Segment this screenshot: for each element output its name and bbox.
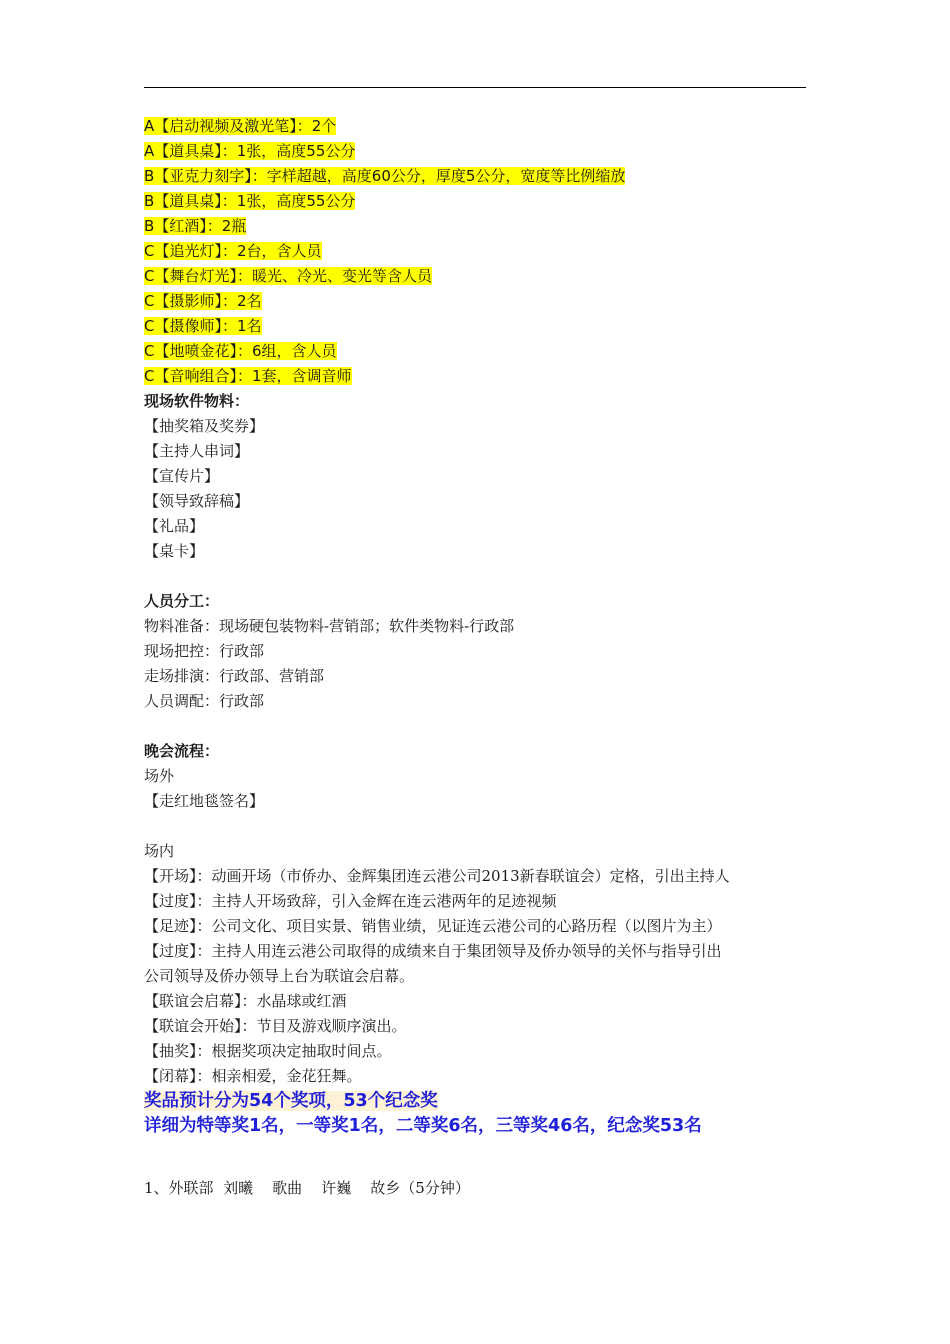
flow-heading: 晚会流程： xyxy=(144,742,220,760)
equipment-item: C【追光灯】：2台，含人员 xyxy=(144,242,322,260)
equipment-list xyxy=(144,114,808,389)
flow-inside-item: 公司领导及侨办领导上台为联谊会启幕。 xyxy=(144,967,415,985)
equipment-item: A【道具桌】：1张，高度55公分 xyxy=(144,142,356,160)
equipment-item: C【摄像师】：1名 xyxy=(144,317,262,335)
flow-inside-item: 【联谊会启幕】：水晶球或红酒 xyxy=(144,992,347,1010)
award-detail: 详细为特等奖1名，一等奖1名，二等奖6名，三等奖46名，纪念奖53名 xyxy=(144,1116,702,1136)
flow-inside-item: 【联谊会开始】：节目及游戏顺序演出。 xyxy=(144,1017,407,1035)
equipment-item: B【红酒】：2瓶 xyxy=(144,217,247,235)
equipment-item: A【启动视频及激光笔】：2个 xyxy=(144,117,337,135)
staff-item: 人员调配：行政部 xyxy=(144,692,265,710)
program-item: 1、外联部 刘曦 歌曲 许巍 故乡（5分钟） xyxy=(144,1179,470,1197)
equipment-item: B【道具桌】：1张，高度55公分 xyxy=(144,192,356,210)
award-summary: 奖品预计分为54个奖项，53个纪念奖 xyxy=(144,1091,438,1111)
equipment-item: B【亚克力刻字】：字样超越，高度60公分，厚度5公分，宽度等比例缩放 xyxy=(144,167,626,185)
software-item: 【主持人串词】 xyxy=(144,442,250,460)
staff-item: 物料准备：现场硬包装物料-营销部；软件类物料-行政部 xyxy=(144,617,515,635)
software-item: 【宣传片】 xyxy=(144,467,220,485)
header-rule xyxy=(144,87,806,88)
software-item: 【领导致辞稿】 xyxy=(144,492,250,510)
software-heading: 现场软件物料： xyxy=(144,392,250,410)
staff-heading: 人员分工： xyxy=(144,592,220,610)
flow-inside-item: 【开场】：动画开场（市侨办、金辉集团连云港公司2013新春联谊会）定格，引出主持人 xyxy=(144,867,730,885)
flow-inside-item: 【抽奖】：根据奖项决定抽取时间点。 xyxy=(144,1042,392,1060)
software-item: 【桌卡】 xyxy=(144,542,205,560)
staff-item: 走场排演：行政部、营销部 xyxy=(144,667,325,685)
document-body xyxy=(144,114,808,1201)
flow-inside-item: 【足迹】：公司文化、项目实景、销售业绩，见证连云港公司的心路历程（以图片为主） xyxy=(144,917,722,935)
flow-inside-item: 【闭幕】：相亲相爱，金花狂舞。 xyxy=(144,1067,362,1085)
flow-inside-label: 场内 xyxy=(144,842,175,860)
flow-outside-label: 场外 xyxy=(144,767,175,785)
software-item: 【礼品】 xyxy=(144,517,205,535)
staff-item: 现场把控：行政部 xyxy=(144,642,265,660)
equipment-item: C【音响组合】：1套，含调音师 xyxy=(144,367,352,385)
flow-inside-item: 【过度】：主持人开场致辞，引入金辉在连云港两年的足迹视频 xyxy=(144,892,557,910)
flow-outside-item: 【走红地毯签名】 xyxy=(144,792,265,810)
software-item: 【抽奖箱及奖券】 xyxy=(144,417,265,435)
flow-inside-item: 【过度】：主持人用连云港公司取得的成绩来自于集团领导及侨办领导的关怀与指导引出 xyxy=(144,942,722,960)
equipment-item: C【地喷金花】：6组，含人员 xyxy=(144,342,337,360)
equipment-item: C【摄影师】：2名 xyxy=(144,292,262,310)
equipment-item: C【舞台灯光】：暖光、冷光、变光等含人员 xyxy=(144,267,432,285)
